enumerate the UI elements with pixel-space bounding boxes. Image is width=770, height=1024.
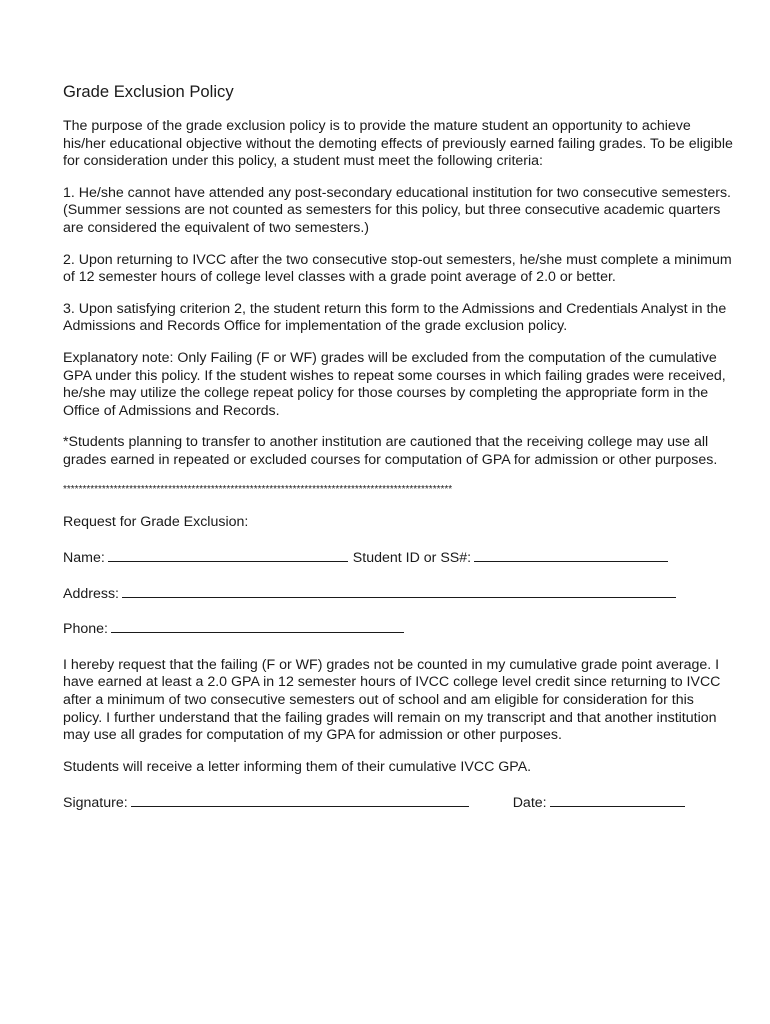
signature-field[interactable] — [131, 792, 469, 807]
phone-label: Phone: — [63, 621, 108, 638]
name-field[interactable] — [108, 547, 348, 562]
intro-paragraph: The purpose of the grade exclusion policy is to provide the mature student an opportunity to achieve his/her educational objective without the demoting effects of previously earned failing grades. To be eligible for consideration under this policy, a student must meet the following criteria: — [63, 118, 733, 170]
criterion-2-paragraph: 2. Upon returning to IVCC after the two consecutive stop-out semesters, he/she must complete a minimum of 12 semester hours of college level classes with a grade point average of 2.0 or better. — [63, 251, 732, 286]
criterion-3-paragraph: 3. Upon satisfying criterion 2, the student return this form to the Admissions and Credentials Analyst in the Admissions and Records Office for implementation of the grade exclusion policy. — [63, 300, 727, 335]
criterion-1-paragraph: 1. He/she cannot have attended any post-secondary educational institution for two consecutive semesters. (Summer sessions are not counted as semesters for this policy, but three consecutive academic quarters are considered the equivalent of two semesters.) — [63, 184, 731, 236]
page-title: Grade Exclusion Policy — [63, 82, 234, 101]
phone-field[interactable] — [111, 618, 404, 633]
signature-row — [63, 792, 733, 813]
name-row — [63, 547, 733, 568]
separator-line: **************************************************************************************************** — [63, 483, 453, 495]
name-label: Name: — [63, 550, 105, 567]
letter-note-paragraph: Students will receive a letter informing them of their cumulative IVCC GPA. — [63, 758, 532, 775]
address-row — [63, 583, 733, 604]
phone-row — [63, 618, 733, 639]
explanatory-note-paragraph: Explanatory note: Only Failing (F or WF) grades will be excluded from the computation of the cumulative GPA under this policy. If the student wishes to repeat some courses in which failing grades were received, he/she may utilize the college repeat policy for those courses by completing the appropriate form in the Office of Admissions and Records. — [63, 349, 726, 419]
student-id-label: Student ID or SS#: — [352, 550, 472, 567]
student-id-field[interactable] — [474, 547, 668, 562]
transfer-caution-paragraph: *Students planning to transfer to another institution are cautioned that the receiving college may use all grades earned in repeated or excluded courses for computation of GPA for admission or other purposes. — [63, 434, 718, 468]
address-field[interactable] — [122, 583, 676, 598]
request-statement-paragraph: I hereby request that the failing (F or WF) grades not be counted in my cumulative grade point average. I have earned at least a 2.0 GPA in 12 semester hours of IVCC college level credit since returning to IVCC after a minimum of two consecutive semesters out of school and am eligible for consideration for this policy. I further understand that the failing grades will remain on my transcript and that another institution may use all grades for computation of my GPA for admission or other purposes. — [63, 656, 721, 744]
request-heading: Request for Grade Exclusion: — [63, 513, 249, 530]
form-page — [63, 82, 733, 828]
date-field[interactable] — [550, 792, 685, 807]
signature-label: Signature: — [63, 795, 128, 812]
address-label: Address: — [63, 585, 119, 602]
date-label: Date: — [512, 795, 547, 812]
